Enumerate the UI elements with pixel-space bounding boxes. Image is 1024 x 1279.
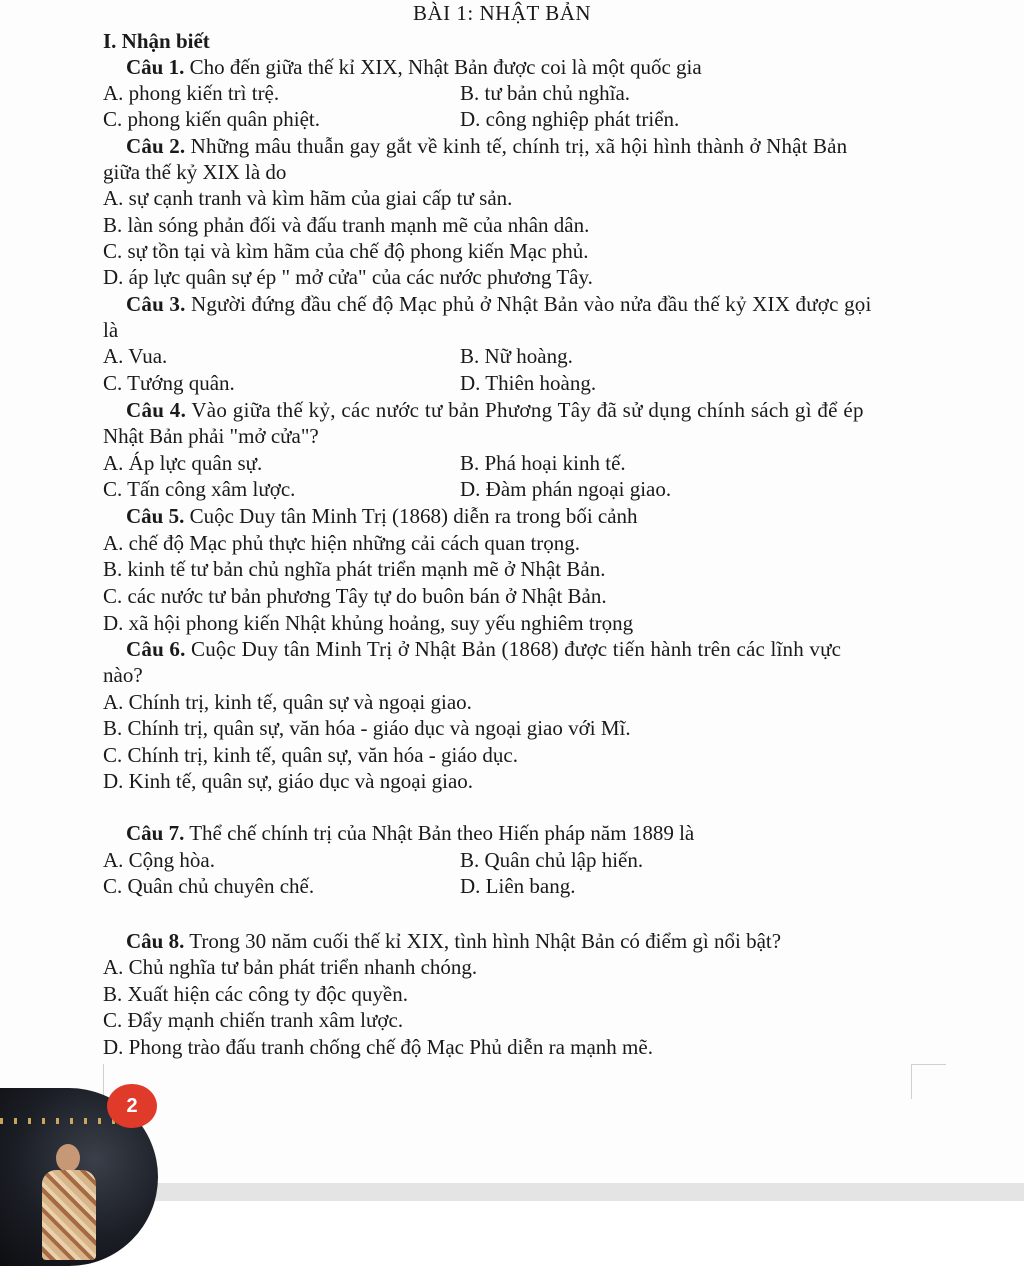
section-heading: I. Nhận biết bbox=[103, 29, 210, 53]
q6-option-d: D. Kinh tế, quân sự, giáo dục và ngoại giao. bbox=[103, 769, 474, 793]
page-corner-left bbox=[103, 1064, 104, 1098]
q6-option-b: B. Chính trị, quân sự, văn hóa - giáo dục và ngoại giao với Mĩ. bbox=[103, 716, 631, 740]
q1-option-a: A. phong kiến trì trệ. bbox=[103, 81, 280, 105]
q7-option-b: B. Quân chủ lập hiến. bbox=[460, 848, 644, 872]
question-4-continued: Nhật Bản phải "mở cửa"? bbox=[103, 424, 319, 448]
page-corner-right bbox=[911, 1064, 946, 1099]
q7-option-a: A. Cộng hòa. bbox=[103, 848, 215, 872]
person-body bbox=[42, 1170, 96, 1260]
question-4: Câu 4. Vào giữa thế kỷ, các nước tư bản Phương Tây đã sử dụng chính sách gì để ép bbox=[126, 398, 864, 422]
q5-option-a: A. chế độ Mạc phủ thực hiện những cải cách quan trọng. bbox=[103, 531, 581, 555]
q3-option-d: D. Thiên hoàng. bbox=[460, 371, 597, 395]
q4-option-c: C. Tấn công xâm lược. bbox=[103, 477, 296, 501]
page-title: BÀI 1: NHẬT BẢN bbox=[413, 1, 592, 25]
q8-option-b: B. Xuất hiện các công ty độc quyền. bbox=[103, 982, 408, 1006]
q1-option-d: D. công nghiệp phát triển. bbox=[460, 107, 680, 131]
question-8: Câu 8. Trong 30 năm cuối thế kỉ XIX, tình hình Nhật Bản có điểm gì nổi bật? bbox=[126, 929, 782, 953]
q4-option-d: D. Đàm phán ngoại giao. bbox=[460, 477, 672, 501]
q3-option-a: A. Vua. bbox=[103, 344, 168, 368]
q5-option-c: C. các nước tư bản phương Tây tự do buôn bán ở Nhật Bản. bbox=[103, 584, 607, 608]
q1-option-b: B. tư bản chủ nghĩa. bbox=[460, 81, 631, 105]
q7-option-d: D. Liên bang. bbox=[460, 874, 576, 898]
q4-option-b: B. Phá hoại kinh tế. bbox=[460, 451, 626, 475]
question-3: Câu 3. Người đứng đầu chế độ Mạc phủ ở Nhật Bản vào nửa đầu thế kỷ XIX được gọi bbox=[126, 292, 872, 316]
notification-badge[interactable]: 2 bbox=[107, 1084, 157, 1128]
question-7: Câu 7. Thể chế chính trị của Nhật Bản theo Hiến pháp năm 1889 là bbox=[126, 821, 695, 845]
q6-option-a: A. Chính trị, kinh tế, quân sự và ngoại giao. bbox=[103, 690, 472, 714]
question-6: Câu 6. Cuộc Duy tân Minh Trị ở Nhật Bản (1868) được tiến hành trên các lĩnh vực bbox=[126, 637, 842, 661]
q3-option-b: B. Nữ hoàng. bbox=[460, 344, 573, 368]
q5-option-b: B. kinh tế tư bản chủ nghĩa phát triển mạnh mẽ ở Nhật Bản. bbox=[103, 557, 606, 581]
question-5: Câu 5. Cuộc Duy tân Minh Trị (1868) diễn ra trong bối cảnh bbox=[126, 504, 638, 528]
question-6-continued: nào? bbox=[103, 663, 143, 687]
q5-option-d: D. xã hội phong kiến Nhật khủng hoảng, suy yếu nghiêm trọng bbox=[103, 611, 634, 635]
q2-option-d: D. áp lực quân sự ép " mở cửa" của các nước phương Tây. bbox=[103, 265, 593, 289]
question-2: Câu 2. Những mâu thuẫn gay gắt về kinh tế, chính trị, xã hội hình thành ở Nhật Bản bbox=[126, 134, 848, 158]
q8-option-c: C. Đẩy mạnh chiến tranh xâm lược. bbox=[103, 1008, 404, 1032]
question-3-continued: là bbox=[103, 318, 119, 342]
q8-option-a: A. Chủ nghĩa tư bản phát triển nhanh chóng. bbox=[103, 955, 478, 979]
next-page-area bbox=[0, 1201, 1024, 1279]
q8-option-d: D. Phong trào đấu tranh chống chế độ Mạc Phủ diễn ra mạnh mẽ. bbox=[103, 1035, 653, 1059]
q1-option-c: C. phong kiến quân phiệt. bbox=[103, 107, 320, 131]
question-1: Câu 1. Cho đến giữa thế kỉ XIX, Nhật Bản được coi là một quốc gia bbox=[126, 55, 702, 79]
q4-option-a: A. Áp lực quân sự. bbox=[103, 451, 263, 475]
q6-option-c: C. Chính trị, kinh tế, quân sự, văn hóa - giáo dục. bbox=[103, 743, 518, 767]
q2-option-c: C. sự tồn tại và kìm hãm của chế độ phong kiến Mạc phủ. bbox=[103, 239, 589, 263]
q7-option-c: C. Quân chủ chuyên chế. bbox=[103, 874, 315, 898]
q2-option-b: B. làn sóng phản đối và đấu tranh mạnh mẽ của nhân dân. bbox=[103, 213, 590, 237]
q3-option-c: C. Tướng quân. bbox=[103, 371, 235, 395]
q2-option-a: A. sự cạnh tranh và kìm hãm của giai cấp tư sản. bbox=[103, 186, 513, 210]
person-head bbox=[56, 1144, 80, 1172]
question-2-continued: giữa thế kỷ XIX là do bbox=[103, 160, 287, 184]
